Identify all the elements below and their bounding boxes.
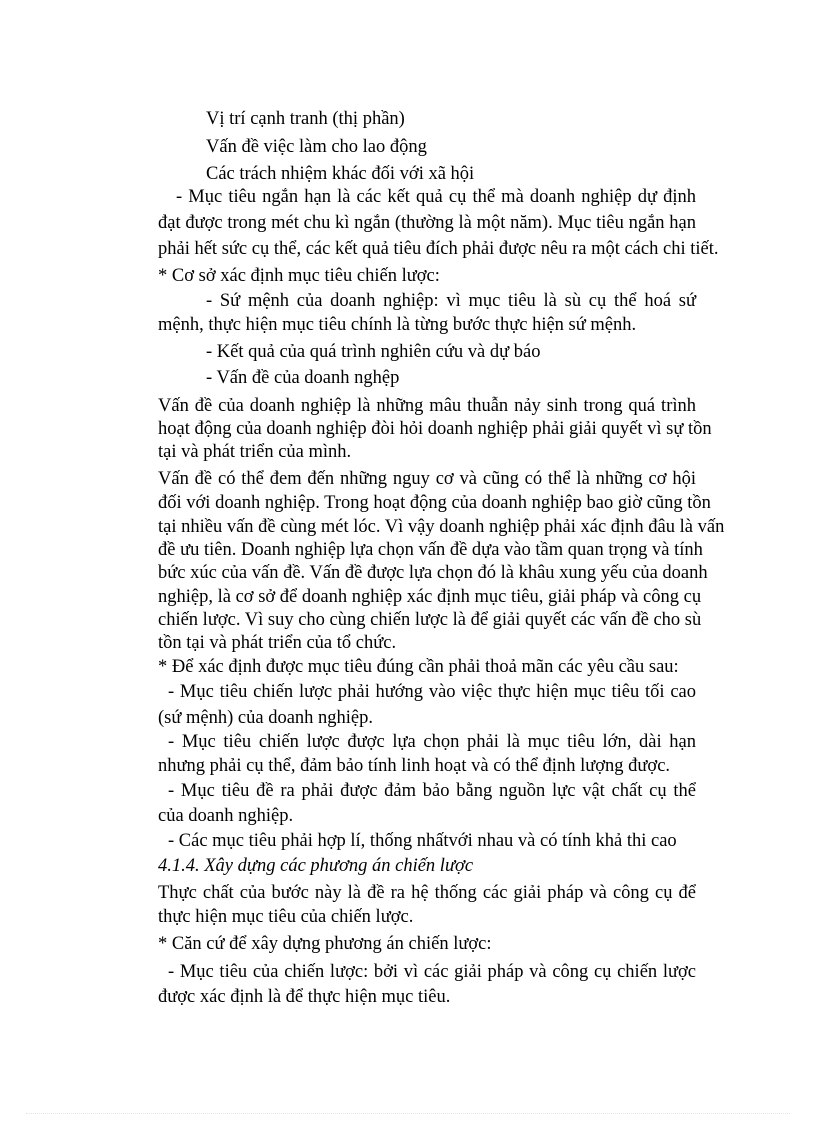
basis-mission-line-2: mệnh, thực hiện mục tiêu chính là từng bước thực hiện sứ mệnh. <box>158 315 637 335</box>
problems-para-line-3: tại và phát triển của mình. <box>158 442 352 462</box>
short-term-line-3: phải hết sức cụ thể, các kết quả tiêu đích phải được nêu ra một cách chi tiết. <box>158 239 719 259</box>
requirement-3-line-2: của doanh nghiệp. <box>158 806 294 826</box>
requirement-2-line-2: nhưng phải cụ thể, đảm bảo tính linh hoạt và có thể định lượng được. <box>158 756 671 776</box>
grounds-1-line-1: - Mục tiêu của chiến lược: bởi vì các giải pháp và công cụ chiến lược <box>168 962 696 982</box>
short-term-line-2: đạt được trong mét chu kì ngắn (thường là một năm). Mục tiêu ngắn hạn <box>158 213 696 233</box>
basis-problems: - Vấn đề của doanh nghệp <box>206 368 400 388</box>
risks-para-line-8: tồn tại và phát triển của tổ chức. <box>158 633 397 653</box>
risks-para-line-6: nghiệp, là cơ sở để doanh nghiệp xác định mục tiêu, giải pháp và công cụ <box>158 587 702 607</box>
basis-mission-line-1: - Sứ mệnh của doanh nghiệp: vì mục tiêu là sù cụ thể hoá sứ <box>206 291 696 311</box>
goals-item-social-responsibility: Các trách nhiệm khác đối với xã hội <box>206 164 475 184</box>
short-term-line-1: - Mục tiêu ngắn hạn là các kết quả cụ thể mà doanh nghiệp dự định <box>176 187 696 207</box>
risks-para-line-3: tại nhiều vấn đề cùng mét lóc. Vì vậy doanh nghiệp phải xác định đâu là vấn <box>158 517 725 537</box>
risks-para-line-1: Vấn đề có thể đem đến những nguy cơ và cũng có thể là những cơ hội <box>158 469 696 489</box>
risks-para-line-5: bức xúc của vấn đề. Vấn đề được lựa chọn đó là khâu xung yếu của doanh <box>158 563 708 583</box>
requirement-4: - Các mục tiêu phải hợp lí, thống nhấtvới nhau và có tính khả thi cao <box>168 831 677 851</box>
section-intro-line-2: thực hiện mục tiêu của chiến lược. <box>158 907 414 927</box>
requirement-3-line-1: - Mục tiêu đề ra phải được đảm bảo bằng nguồn lực vật chất cụ thể <box>168 781 696 801</box>
page-bottom-divider <box>26 1113 790 1114</box>
requirement-1-line-1: - Mục tiêu chiến lược phải hướng vào việc thực hiện mục tiêu tối cao <box>168 682 696 702</box>
risks-para-line-4: đề ưu tiên. Doanh nghiệp lựa chọn vấn đề dựa vào tầm quan trọng và tính <box>158 540 703 560</box>
section-intro-line-1: Thực chất của bước này là đề ra hệ thống các giải pháp và công cụ để <box>158 883 696 903</box>
problems-para-line-1: Vấn đề của doanh nghiệp là những mâu thuẫn nảy sinh trong quá trình <box>158 396 696 416</box>
section-heading: 4.1.4. Xây dựng các phương án chiến lược <box>158 856 474 876</box>
requirement-2-line-1: - Mục tiêu chiến lược được lựa chọn phải là mục tiêu lớn, dài hạn <box>168 732 696 752</box>
problems-para-line-2: hoạt động của doanh nghiệp đòi hỏi doanh nghiệp phải giải quyết vì sự tồn <box>158 419 712 439</box>
grounds-heading: * Căn cứ để xây dựng phương án chiến lược: <box>158 934 492 954</box>
basis-heading: * Cơ sở xác định mục tiêu chiến lược: <box>158 266 440 286</box>
requirement-1-line-2: (sứ mệnh) của doanh nghiệp. <box>158 708 374 728</box>
basis-research: - Kết quả của quá trình nghiên cứu và dự báo <box>206 342 541 362</box>
risks-para-line-7: chiến lược. Vì suy cho cùng chiến lược là để giải quyết các vấn đề cho sù <box>158 610 702 630</box>
requirements-heading: * Để xác định được mục tiêu đúng cần phải thoả mãn các yêu cầu sau: <box>158 657 679 677</box>
grounds-1-line-2: được xác định là để thực hiện mục tiêu. <box>158 987 451 1007</box>
goals-item-market-share: Vị trí cạnh tranh (thị phần) <box>206 109 405 129</box>
risks-para-line-2: đối với doanh nghiệp. Trong hoạt động của doanh nghiệp bao giờ cũng tồn <box>158 493 711 513</box>
goals-item-employment: Vấn đề việc làm cho lao động <box>206 137 427 157</box>
